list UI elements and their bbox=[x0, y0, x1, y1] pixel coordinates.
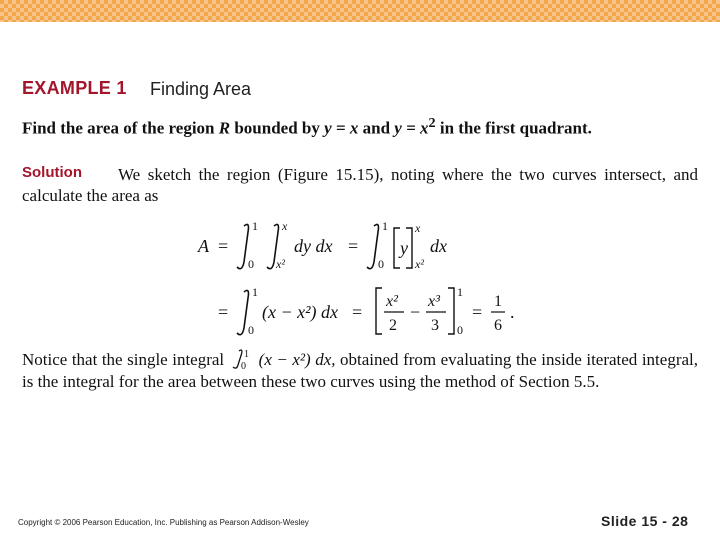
eq1-dx: dx bbox=[430, 236, 447, 256]
inline-int-lower: 0 bbox=[240, 361, 246, 369]
solution-text: We sketch the region (Figure 15.15), noting where the two curves intersect, and calculate the area as bbox=[22, 165, 698, 205]
curve-2: y = x bbox=[394, 118, 429, 138]
eq1-equals-2: = bbox=[348, 236, 359, 256]
eq2-integrand: (x − x²) dx bbox=[262, 302, 338, 322]
eq2-bracket-lower: 0 bbox=[457, 323, 463, 337]
eq1-equals: = bbox=[218, 236, 229, 256]
eq1-integrand: dy dx bbox=[294, 236, 333, 256]
eq1-lhs: A bbox=[198, 236, 209, 256]
eq1-inner-upper: x bbox=[282, 219, 288, 233]
curve-1: y = x bbox=[324, 118, 359, 138]
eq2-equals: = bbox=[218, 302, 229, 322]
top-banner bbox=[0, 0, 720, 22]
problem-text-4: in the first quadrant. bbox=[435, 118, 592, 138]
eq2-integral-sign bbox=[237, 290, 249, 334]
eq2-equals-2: = bbox=[352, 302, 363, 322]
notice-paragraph bbox=[22, 349, 698, 393]
eq2-left-bracket bbox=[376, 288, 382, 334]
problem-text-3: and bbox=[358, 118, 395, 138]
eq2-result-num: 1 bbox=[494, 293, 502, 310]
eq2-lower: 0 bbox=[248, 323, 254, 337]
solution-label: Solution bbox=[22, 164, 82, 181]
region-symbol: R bbox=[218, 118, 231, 138]
eq1-right-upper: 1 bbox=[382, 219, 388, 233]
eq2-right-bracket bbox=[448, 288, 454, 334]
slide-number: Slide 15 - 28 bbox=[601, 513, 689, 529]
eq2-frac2-num: x³ bbox=[428, 293, 440, 310]
eq1-bracket-lower: x² bbox=[415, 257, 424, 271]
notice-text-1: Notice that the single integral bbox=[22, 350, 229, 369]
eq2-frac2-den: 3 bbox=[431, 317, 439, 334]
eq1-bracket-var: y bbox=[400, 238, 408, 258]
eq1-inner-lower: x² bbox=[276, 257, 285, 271]
notice-integrand: (x − x²) dx, bbox=[258, 350, 336, 369]
problem-text-2: bounded by bbox=[230, 118, 325, 138]
eq1-bracket-upper: x bbox=[415, 221, 421, 235]
eq2-bracket-upper: 1 bbox=[457, 285, 463, 299]
eq1-right-integral-sign bbox=[367, 224, 379, 268]
eq2-period: . bbox=[510, 302, 515, 322]
example-label: EXAMPLE 1 bbox=[22, 78, 127, 98]
outer-integral-sign bbox=[237, 224, 249, 268]
inline-int-upper: 1 bbox=[243, 349, 249, 360]
problem-statement bbox=[22, 115, 592, 139]
eq2-frac1-den: 2 bbox=[389, 317, 397, 334]
eq2-minus: − bbox=[410, 302, 421, 322]
example-title: Finding Area bbox=[150, 79, 252, 99]
eq1-right-lower: 0 bbox=[378, 257, 384, 271]
eq2-equals-3: = bbox=[472, 302, 483, 322]
eq1-outer-lower: 0 bbox=[248, 257, 254, 271]
copyright-footer: Copyright © 2006 Pearson Education, Inc. Publishing as Pearson Addison-Wesley bbox=[18, 518, 309, 527]
eq2-result-den: 6 bbox=[494, 317, 502, 334]
equation-area-result bbox=[190, 284, 530, 340]
inline-integral bbox=[229, 349, 259, 369]
curve-2-exponent: 2 bbox=[428, 115, 436, 131]
notice-text-2: obtained from evaluating the inside iterated integral, is the integral for the area between these two curves using the method of Section 5.5. bbox=[22, 350, 698, 391]
eq2-upper: 1 bbox=[252, 285, 258, 299]
eq2-frac1-num: x² bbox=[386, 293, 398, 310]
problem-text-1: Find the area of the region bbox=[22, 118, 219, 138]
eq1-outer-upper: 1 bbox=[252, 219, 258, 233]
equation-area-double-integral bbox=[190, 218, 530, 274]
